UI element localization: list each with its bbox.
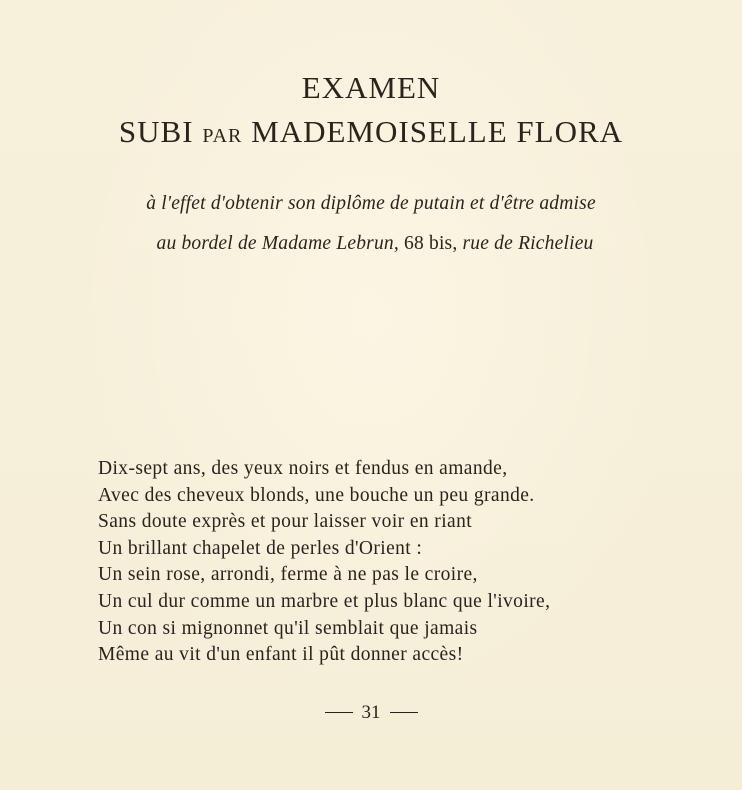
- page-number-footer: [0, 702, 742, 724]
- poem-line: Un con si mignonnet qu'il semblait que jamais: [98, 617, 478, 639]
- subtitle-line-2: [0, 233, 742, 255]
- page-number: 31: [361, 702, 381, 723]
- title-name: MADEMOISELLE FLORA: [251, 114, 624, 149]
- subtitle-line-2-italic-a: au bordel de Madame Lebrun,: [156, 233, 399, 254]
- folio-dash-left: [325, 712, 353, 713]
- poem-line: Un brillant chapelet de perles d'Orient :: [98, 537, 423, 559]
- title-word-par: PAR: [202, 125, 243, 147]
- poem-line: Dix-sept ans, des yeux noirs et fendus en amande,: [98, 458, 508, 479]
- poem-line: Sans doute exprès et pour laisser voir en riant: [98, 511, 473, 533]
- folio-dash-right: [390, 712, 418, 713]
- page-title-line-2: [0, 114, 742, 150]
- subtitle-line-1: à l'effet d'obtenir son diplôme de putain et d'être admise: [146, 193, 596, 214]
- page-title-line-1: EXAMEN: [301, 70, 441, 105]
- poem-line: Même au vit d'un enfant il pût donner accès!: [98, 644, 464, 666]
- title-word-subi: SUBI: [118, 114, 194, 149]
- subtitle-address-number: 68 bis,: [404, 233, 458, 254]
- poem-stanza: [98, 456, 658, 669]
- poem-line: Un sein rose, arrondi, ferme à ne pas le croire,: [98, 564, 478, 586]
- poem-line: Avec des cheveux blonds, une bouche un peu grande.: [98, 484, 535, 506]
- subtitle-street: rue de Richelieu: [462, 233, 594, 254]
- poem-line: Un cul dur comme un marbre et plus blanc que l'ivoire,: [98, 590, 551, 612]
